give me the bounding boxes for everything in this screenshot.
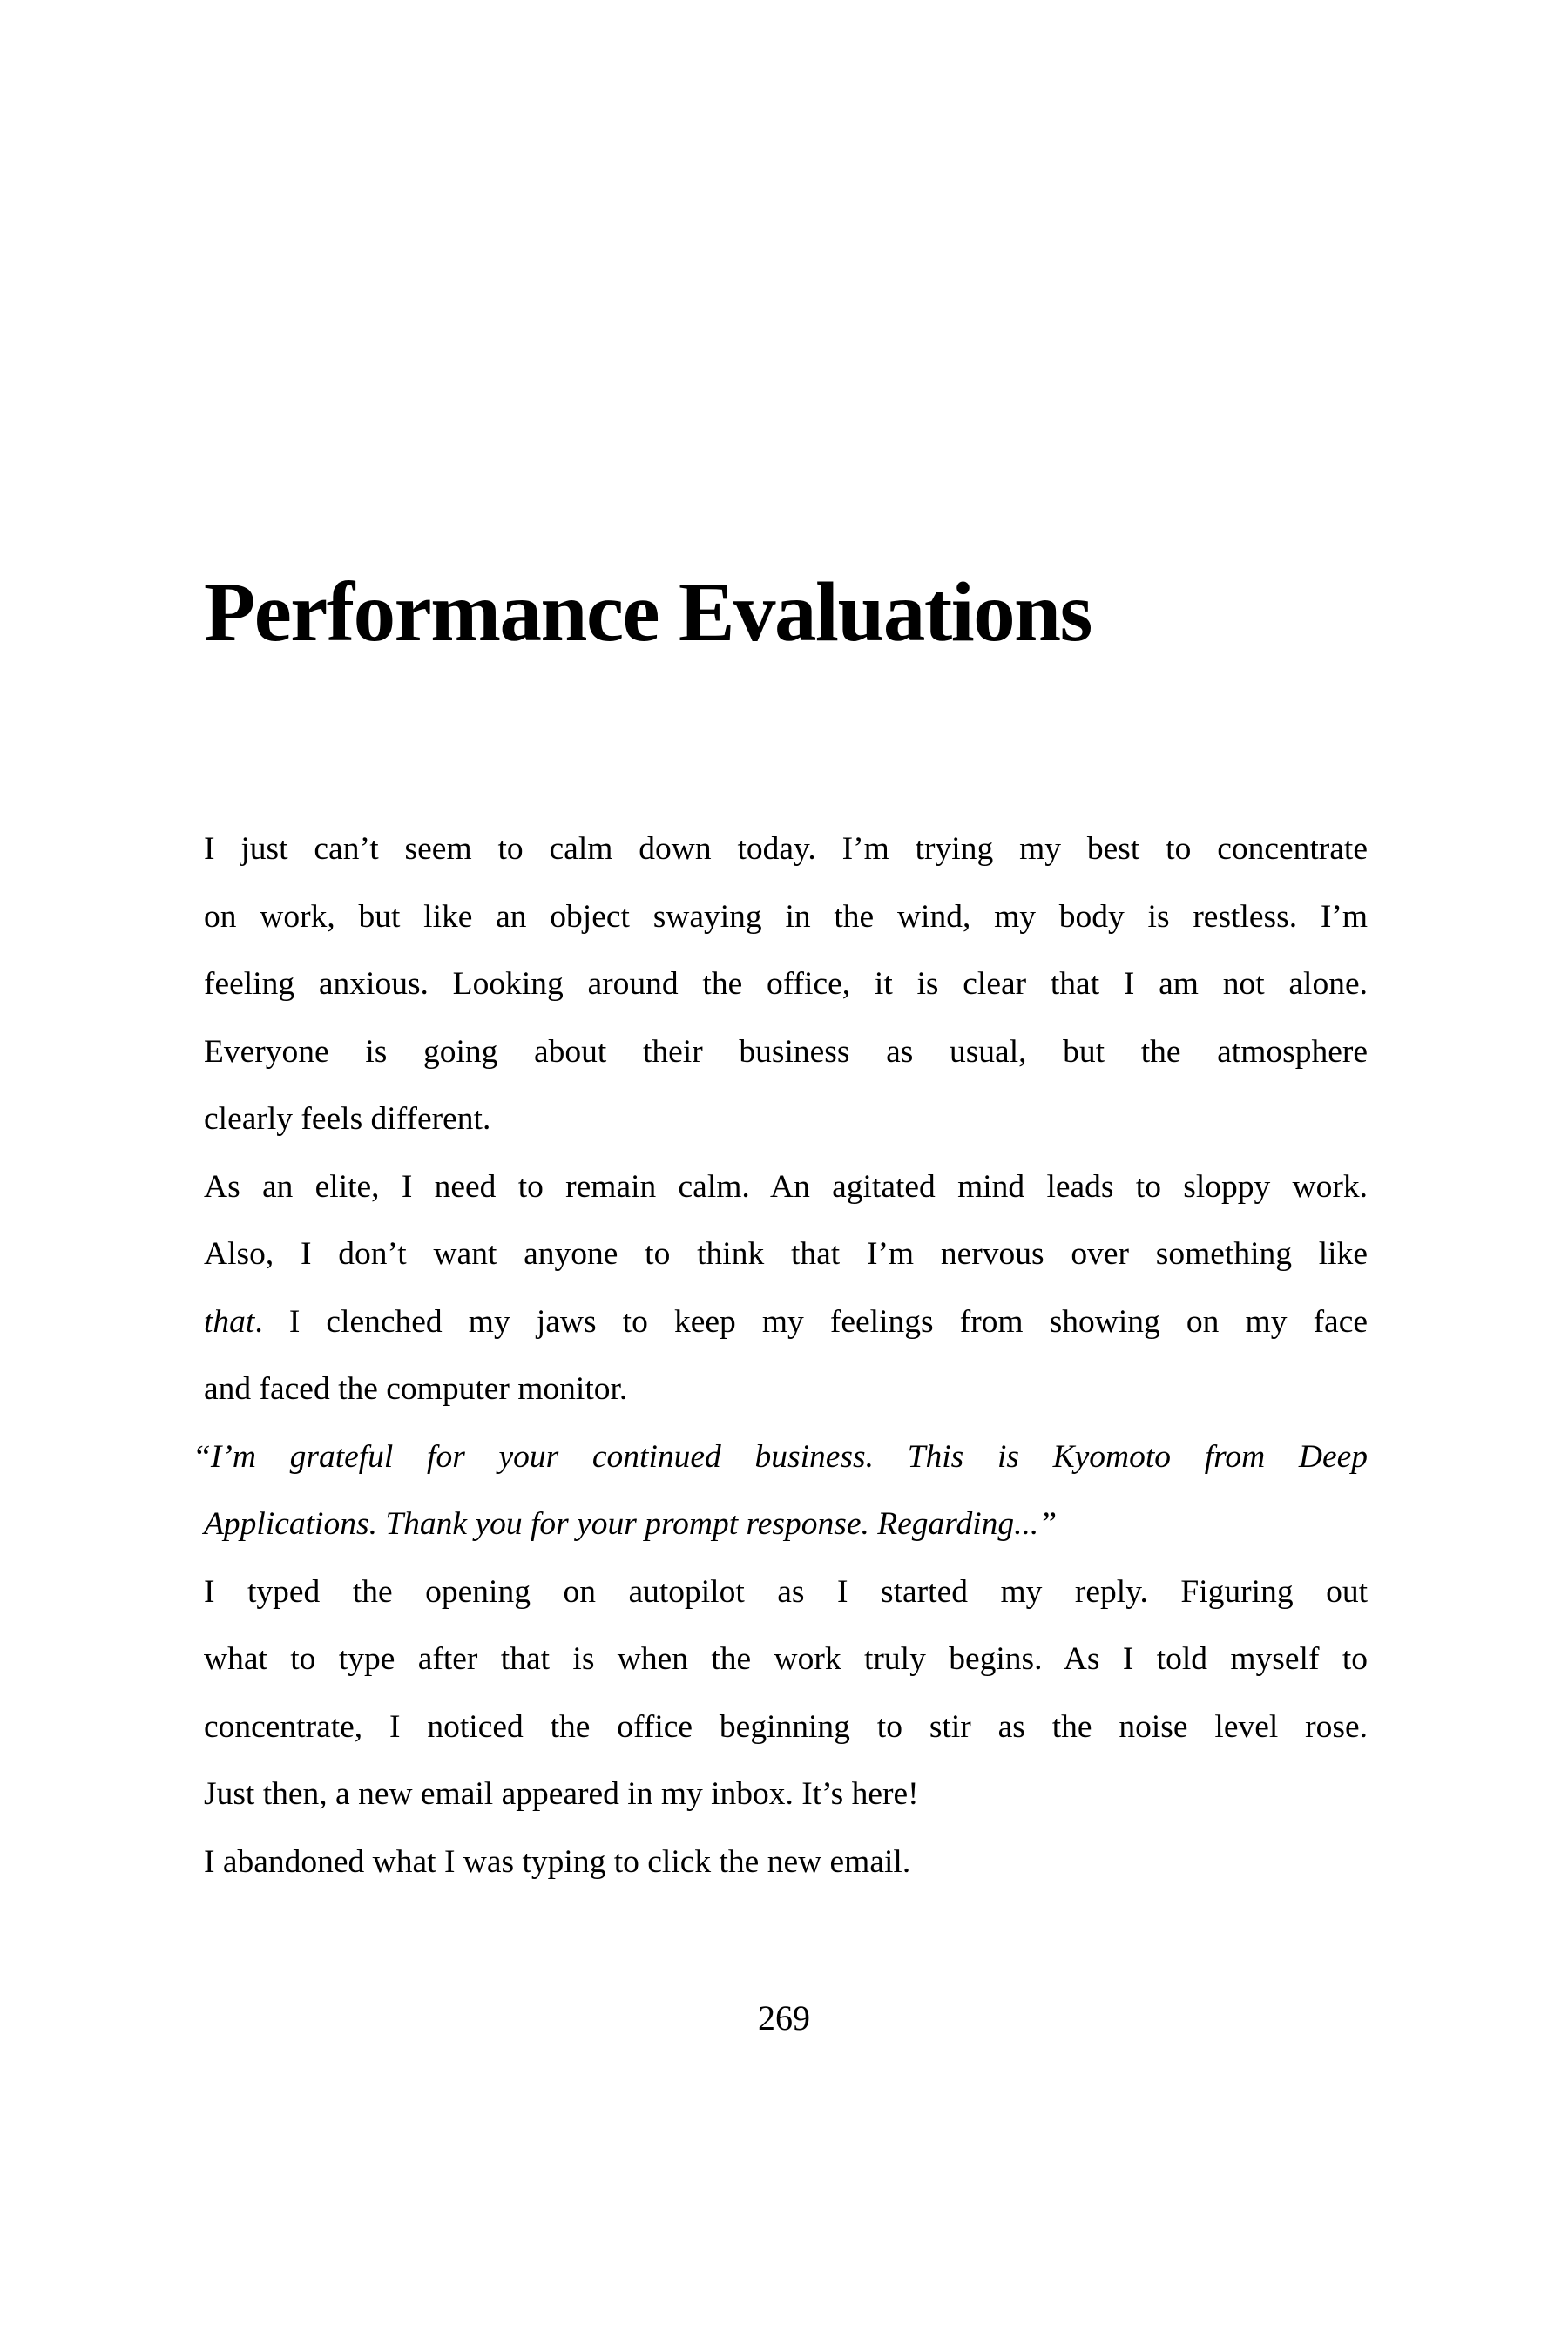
quote-line: “I’m grateful for your continued business. This is Kyomoto from Deep	[193, 1438, 1368, 1475]
chapter-title: Performance Evaluations	[204, 565, 1092, 659]
text-line: Just then, a new email appeared in my inbox. It’s here!	[204, 1776, 919, 1812]
text-line-rest: . I clenched my jaws to keep my feelings from showing on my face	[254, 1303, 1368, 1340]
text-line: I just can’t seem to calm down today. I’m trying my best to concentrate	[204, 831, 1368, 867]
text-line: clearly feels different.	[204, 1101, 491, 1137]
text-line: As an elite, I need to remain calm. An agitated mind leads to sloppy work.	[204, 1168, 1368, 1205]
text-line: what to type after that is when the work truly begins. As I told myself to	[204, 1641, 1368, 1677]
text-line: and faced the computer monitor.	[204, 1371, 628, 1407]
text-line	[204, 1288, 1368, 1356]
page-number: 269	[758, 1998, 810, 2038]
text-line: Also, I don’t want anyone to think that I’m nervous over something like	[204, 1236, 1368, 1272]
text-line: on work, but like an object swaying in the wind, my body is restless. I’m	[204, 898, 1368, 935]
quote-line: Applications. Thank you for your prompt response. Regarding...”	[204, 1506, 1058, 1542]
text-line: concentrate, I noticed the office beginning to stir as the noise level rose.	[204, 1708, 1368, 1745]
text-line: Everyone is going about their business as usual, but the atmosphere	[204, 1033, 1368, 1070]
body-text	[193, 815, 1368, 1896]
italic-word: that	[204, 1303, 255, 1340]
text-line: I typed the opening on autopilot as I started my reply. Figuring out	[204, 1573, 1368, 1610]
text-line: I abandoned what I was typing to click the new email.	[204, 1843, 911, 1880]
text-line: feeling anxious. Looking around the office, it is clear that I am not alone.	[204, 966, 1368, 1002]
